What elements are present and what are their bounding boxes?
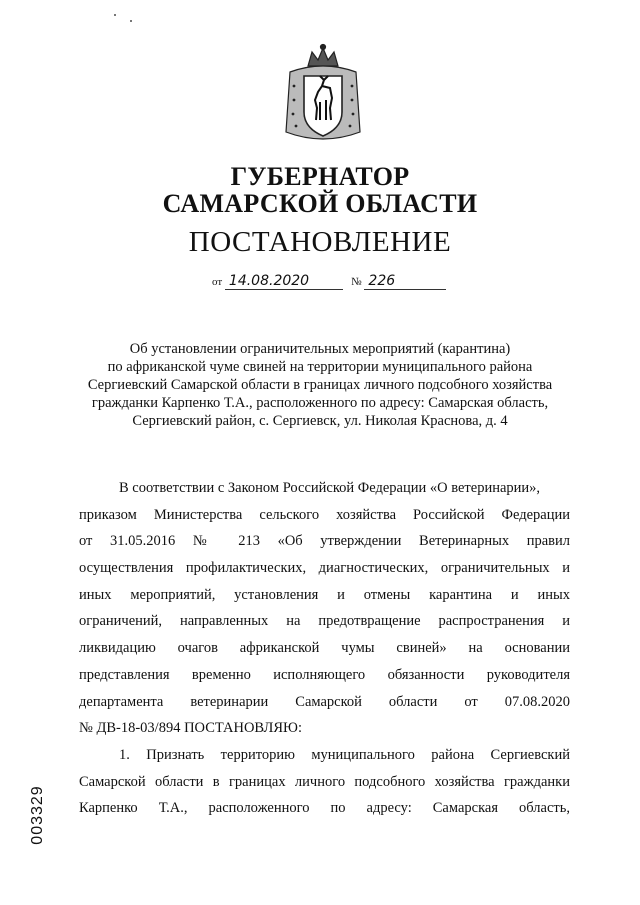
registration-stamp — [28, 770, 48, 860]
body-text — [79, 475, 570, 822]
body-line: № ДВ-18-03/894 ПОСТАНОВЛЯЮ: — [79, 720, 302, 737]
subject-line: Об установлении ограничительных мероприятий (карантина) — [129, 341, 511, 357]
document-type: ПОСТАНОВЛЕНИЕ — [188, 226, 452, 258]
region-title: САМАРСКОЙ ОБЛАСТИ — [162, 189, 478, 218]
subject-line: Сергиевский район, с. Сергиевск, ул. Николая Краснова, д. 4 — [132, 413, 508, 429]
body-line: от 31.05.2016 № 213 «Об утверждении Ветеринарных правил — [79, 533, 570, 550]
stamp-number: 003329 — [29, 785, 46, 845]
subject-line: по африканской чуме свиней на территории муниципального района — [107, 359, 533, 375]
body-line: ликвидацию очагов африканской чумы свиней» на основании — [79, 640, 570, 657]
body-line: приказом Министерства сельского хозяйства Российской Федерации — [79, 506, 570, 523]
subject-line: гражданки Карпенко Т.А., расположенного по адресу: Самарская область, — [91, 395, 549, 411]
body-line: 1. Признать территорию муниципального района Сергиевский — [119, 746, 570, 763]
document-subject — [60, 340, 580, 430]
date-number-line — [212, 273, 446, 290]
number-label: № — [351, 276, 362, 288]
date-label: от — [212, 276, 223, 288]
body-line: Самарской области в границах личного подсобного хозяйства гражданки — [79, 773, 570, 790]
coat-of-arms-emblem — [282, 42, 364, 150]
body-line: осуществления профилактических, диагностических, ограничительных и — [79, 560, 570, 577]
document-date: 14.08.2020 — [225, 273, 343, 290]
body-line: ограничений, направленных на предотвращение распространения и — [79, 613, 570, 630]
body-line: В соответствии с Законом Российской Федерации «О ветеринарии», — [119, 480, 541, 496]
subject-line: Сергиевский Самарской области в границах личного подсобного хозяйства — [87, 377, 553, 393]
document-number: 226 — [364, 273, 446, 290]
body-line: иных мероприятий, установления и отмены карантина и иных — [79, 586, 570, 603]
body-line: представления временно исполняющего обязанности руководителя — [79, 666, 570, 683]
scan-speck — [130, 20, 132, 22]
body-line: Карпенко Т.А., расположенного по адресу: Самарская область, — [79, 800, 570, 817]
scan-speck — [114, 14, 116, 16]
body-line: департамента ветеринарии Самарской области от 07.08.2020 — [79, 693, 570, 710]
governor-title: ГУБЕРНАТОР — [230, 162, 410, 191]
